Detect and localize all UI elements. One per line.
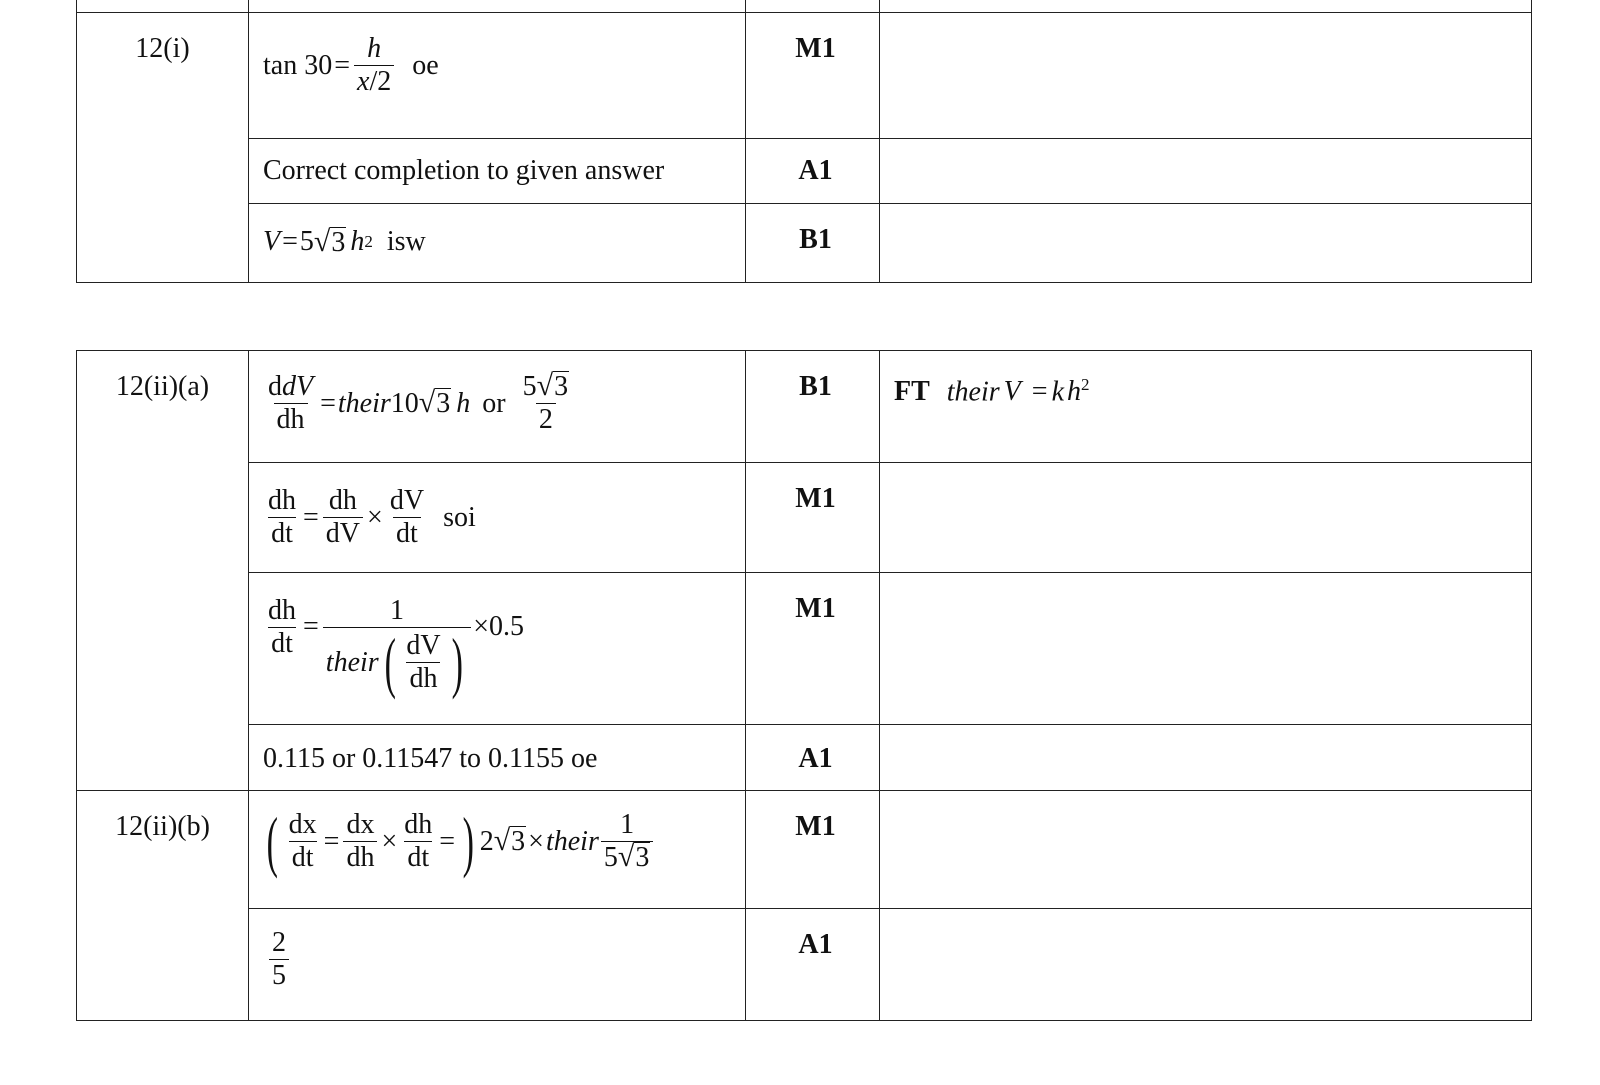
answer-formula: $\frac{dh}{dt}$ = $\frac{dh}{dV}$ × $\frac{dV}{dt}$ soi bbox=[268, 485, 476, 550]
answer-text: Correct completion to given answer bbox=[263, 155, 665, 186]
mark-cell bbox=[746, 463, 880, 573]
table-row bbox=[77, 791, 1532, 909]
answer-formula: $\frac{dh}{dt}$ = 1 their ( $\frac{dV}{dh}$ ) ×0.5 bbox=[268, 595, 525, 701]
question-label: 12(i) bbox=[135, 33, 190, 64]
answer-cell bbox=[249, 204, 746, 283]
mark-label: A1 bbox=[798, 155, 833, 186]
mark-label: M1 bbox=[795, 811, 836, 842]
answer-cell bbox=[249, 725, 746, 791]
answer-cell bbox=[249, 791, 746, 909]
answer-cell bbox=[249, 13, 746, 139]
table-row bbox=[77, 139, 1532, 204]
question-cell bbox=[77, 791, 249, 1021]
answer-formula: ( $\frac{dx}{dt}$ = $\frac{dx}{dh}$ × $\frac{dh}{dt}$ = ) 2 √ 3 × their 1 5 √ 3 bbox=[261, 809, 655, 874]
mark-label: B1 bbox=[799, 224, 832, 255]
mark-cell bbox=[746, 13, 880, 139]
answer-formula: V = 5 √ 3 h 2 isw bbox=[263, 224, 426, 258]
mark-label: M1 bbox=[795, 483, 836, 514]
answer-cell bbox=[249, 351, 746, 463]
sqrt-symbol: √ 3 bbox=[313, 224, 346, 258]
question-cell bbox=[77, 351, 249, 791]
mark-cell bbox=[746, 909, 880, 1021]
question-cell bbox=[77, 13, 249, 283]
sqrt-symbol: √ 3 bbox=[418, 386, 451, 420]
mark-cell bbox=[746, 791, 880, 909]
mark-cell bbox=[746, 725, 880, 791]
guidance-cell bbox=[880, 909, 1532, 1021]
guidance-cell bbox=[880, 351, 1532, 463]
guidance-cell bbox=[880, 139, 1532, 204]
mark-cell bbox=[746, 139, 880, 204]
table-row bbox=[77, 351, 1532, 463]
answer-cell bbox=[249, 139, 746, 204]
mark-cell bbox=[746, 351, 880, 463]
mark-label: B1 bbox=[799, 371, 832, 402]
table-row bbox=[77, 13, 1532, 139]
table-row bbox=[77, 725, 1532, 791]
table-row bbox=[77, 573, 1532, 725]
answer-cell bbox=[249, 463, 746, 573]
mark-scheme-table-12ii bbox=[76, 350, 1532, 1021]
mark-scheme-table-12i bbox=[76, 0, 1532, 283]
question-label: 12(ii)(a) bbox=[115, 371, 210, 402]
table-row bbox=[77, 463, 1532, 573]
guidance-cell bbox=[880, 725, 1532, 791]
mark-label: A1 bbox=[798, 743, 833, 774]
guidance-cell bbox=[880, 13, 1532, 139]
table-row bbox=[77, 204, 1532, 283]
mark-cell bbox=[746, 204, 880, 283]
answer-cell bbox=[249, 909, 746, 1021]
guidance-cell bbox=[880, 463, 1532, 573]
mark-label: M1 bbox=[795, 33, 836, 64]
mark-label: A1 bbox=[798, 929, 833, 960]
guidance-cell bbox=[880, 204, 1532, 283]
answer-cell bbox=[249, 573, 746, 725]
answer-text: 0.115 or 0.11547 to 0.1155 oe bbox=[263, 743, 598, 774]
answer-fraction: $\frac{2}{5}$ bbox=[269, 927, 289, 992]
table-top-spacer-row bbox=[77, 0, 1532, 13]
answer-formula: $\frac{\text{ddV}}{dh}$ = their 10 √ 3 h or 5 √ 3 2 bbox=[268, 369, 569, 436]
mark-cell bbox=[746, 573, 880, 725]
table-row bbox=[77, 909, 1532, 1021]
guidance-text: FT their V = k $h^2$ bbox=[894, 375, 1090, 408]
guidance-cell bbox=[880, 791, 1532, 909]
mark-label: M1 bbox=[795, 593, 836, 624]
question-label: 12(ii)(b) bbox=[115, 811, 210, 842]
answer-formula: tan 30 = $\frac{h}{x/2}$ oe bbox=[263, 33, 439, 98]
guidance-cell bbox=[880, 573, 1532, 725]
